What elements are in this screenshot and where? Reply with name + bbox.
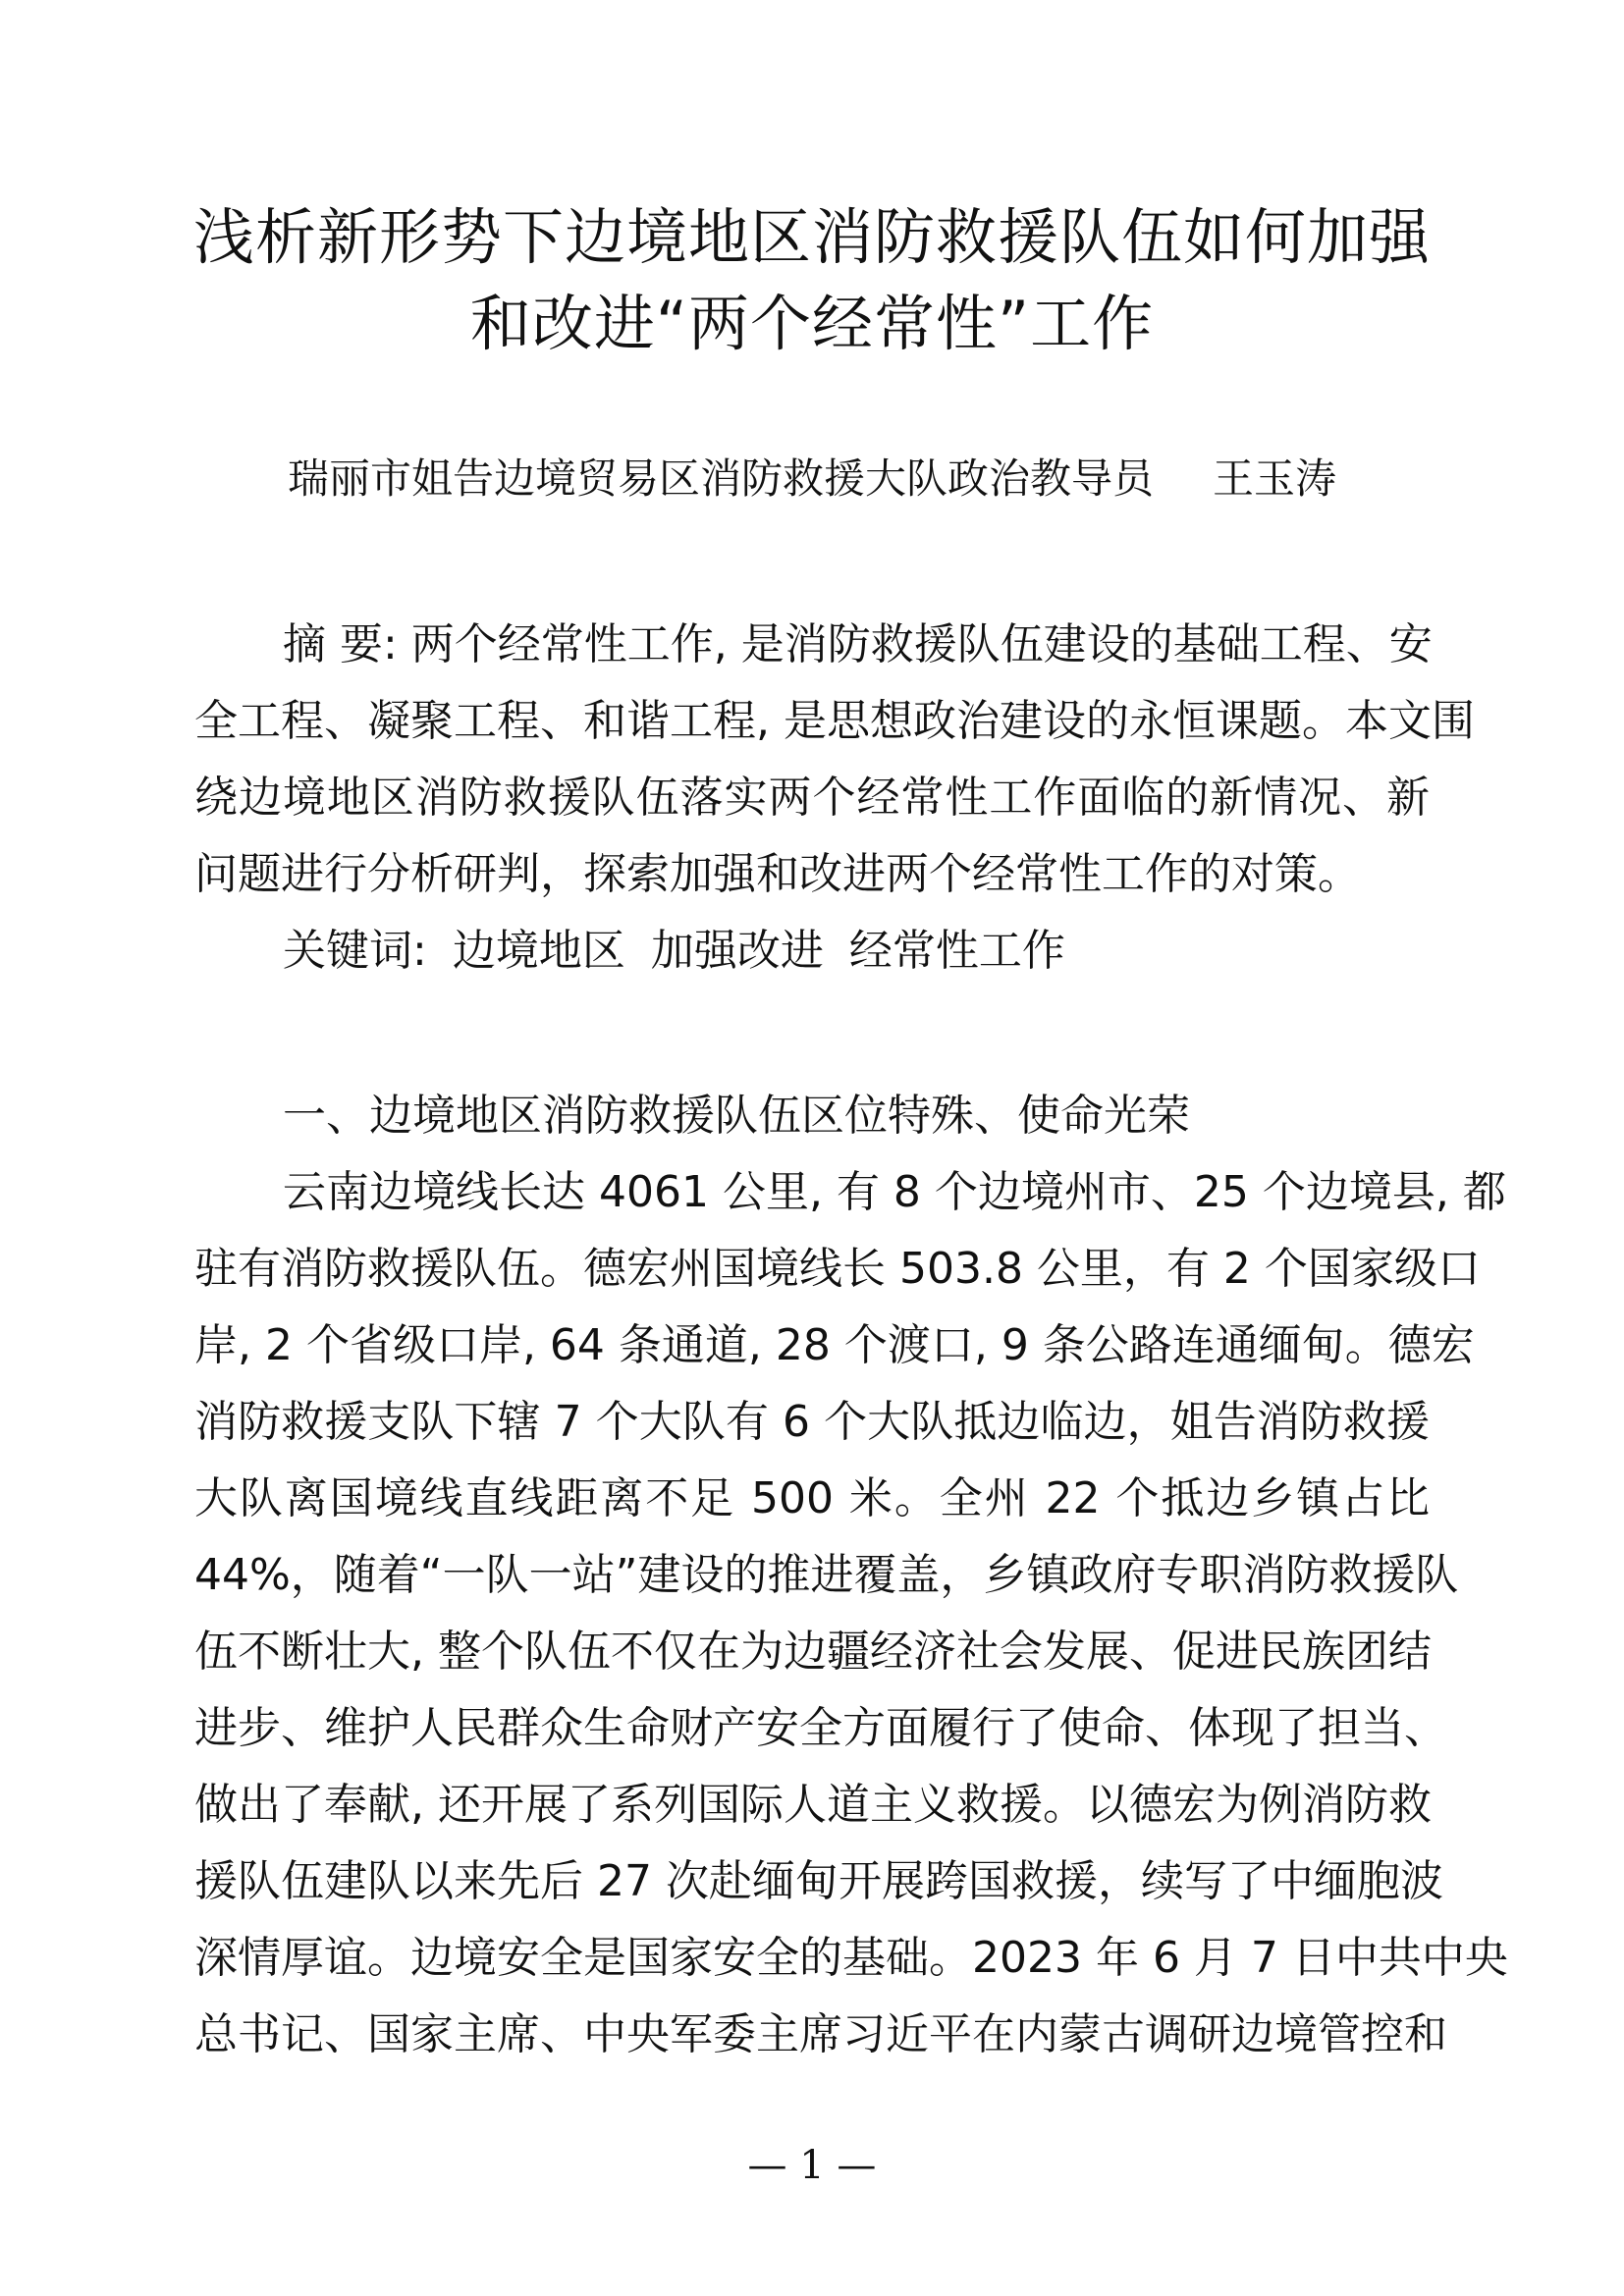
author-line — [177, 450, 1447, 508]
abstract-line: 全工程、凝聚工程、和谐工程, 是思想政治建设的永恒课题。本文围 — [194, 696, 1475, 746]
keywords-line — [194, 913, 1091, 989]
section-heading-1: 一、边境地区消防救援队伍区位特殊、使命光荣 — [283, 1091, 1190, 1141]
paragraph-line: 岸, 2 个省级口岸, 64 条通道, 28 个渡口, 9 条公路连通缅甸。德宏 — [194, 1320, 1475, 1370]
abstract-line: 摘 要: 两个经常性工作, 是消防救援队伍建设的基础工程、安 — [283, 619, 1433, 669]
keyword-item: 加强改进 — [650, 926, 824, 976]
keyword-item: 经常性工作 — [848, 926, 1065, 976]
paragraph-line: 做出了奉献, 还开展了系列国际人道主义救援。以德宏为例消防救 — [194, 1780, 1432, 1830]
paragraph-line: 云南边境线长达 4061 公里, 有 8 个边境州市、25 个边境县, 都 — [283, 1167, 1506, 1217]
paragraph-line: 深情厚谊。边境安全是国家安全的基础。2023 年 6 月 7 日中共中央 — [194, 1933, 1508, 1983]
title-line-1: 浅析新形势下边境地区消防救援队伍如何加强 — [192, 201, 1431, 273]
paragraph-line: 伍不断壮大, 整个队伍不仅在为边疆经济社会发展、促进民族团结 — [194, 1627, 1432, 1677]
abstract-line: 绕边境地区消防救援队伍落实两个经常性工作面临的新情况、新 — [194, 773, 1430, 823]
paragraph-line: 大队离国境线直线距离不足 500 米。全州 22 个抵边乡镇占比 — [194, 1473, 1430, 1523]
keyword-item: 边境地区 — [452, 926, 625, 976]
title-line-2: 和改进“两个经常性”工作 — [469, 288, 1155, 359]
author-position: 瑞丽市姐告边境贸易区消防救援大队政治教导员 — [287, 454, 1154, 503]
keywords-label: 关键词: — [283, 926, 427, 976]
document-title — [177, 194, 1447, 367]
abstract-paragraph — [194, 607, 1475, 913]
paragraph-line: 援队伍建队以来先后 27 次赴缅甸开展跨国救援，续写了中缅胞波 — [194, 1856, 1443, 1906]
paragraph-line: 驻有消防救援队伍。德宏州国境线长 503.8 公里，有 2 个国家级口 — [194, 1244, 1481, 1294]
page-number: — 1 — — [747, 2143, 877, 2188]
author-name: 王玉涛 — [1213, 454, 1337, 503]
paragraph-line: 总书记、国家主席、中央军委主席习近平在内蒙古调研边境管控和 — [194, 2009, 1447, 2059]
paragraph-line: 消防救援支队下辖 7 个大队有 6 个大队抵边临边，姐告消防救援 — [194, 1397, 1430, 1447]
paragraph-line: 进步、维护人民群众生命财产安全方面履行了使命、体现了担当、 — [194, 1703, 1447, 1753]
section-1-paragraph — [194, 1154, 1508, 2073]
abstract-line: 问题进行分析研判，探索加强和改进两个经常性工作的对策。 — [194, 849, 1361, 899]
paragraph-line: 44%，随着“一队一站”建设的推进覆盖，乡镇政府专职消防救援队 — [194, 1550, 1459, 1600]
